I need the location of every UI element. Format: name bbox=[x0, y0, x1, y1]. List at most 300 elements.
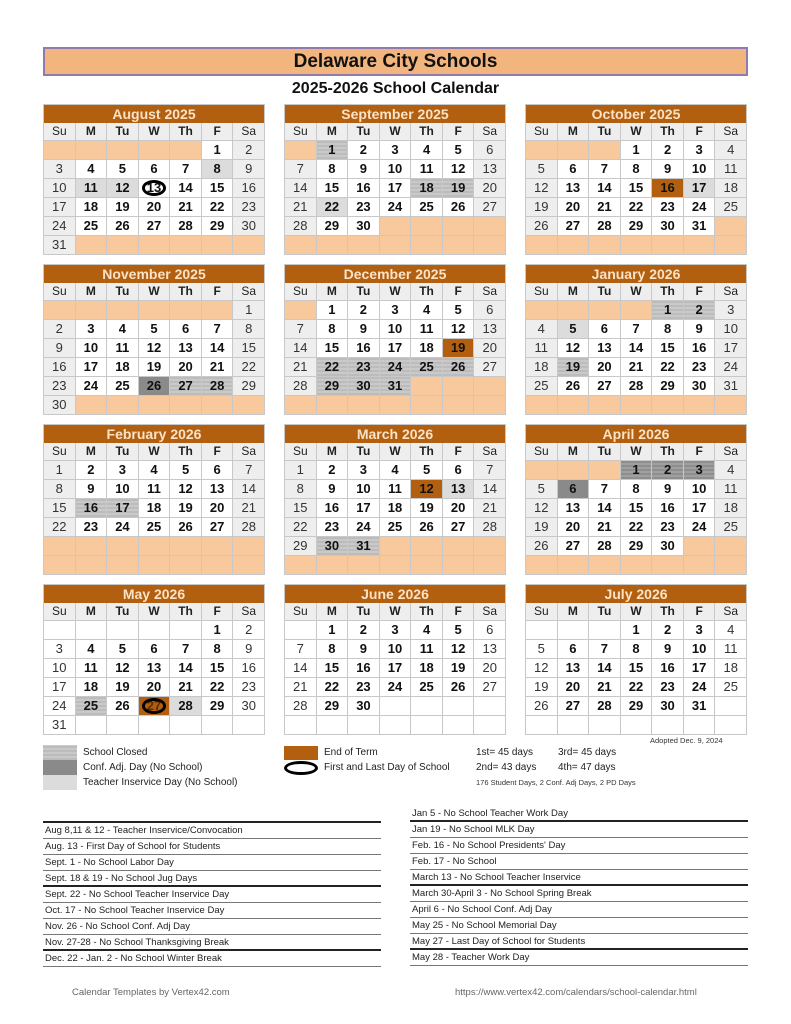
day-cell: 2 bbox=[684, 301, 715, 319]
day-cell: 5 bbox=[526, 160, 557, 178]
day-cell: 15 bbox=[44, 499, 75, 517]
day-name: F bbox=[443, 603, 474, 620]
empty-cell bbox=[202, 537, 233, 555]
day-cell: 3 bbox=[380, 141, 411, 159]
day-cell: 26 bbox=[526, 697, 557, 715]
day-name: Sa bbox=[474, 123, 505, 140]
day-cell: 5 bbox=[443, 621, 474, 639]
event-item: May 25 - No School Memorial Day bbox=[410, 918, 748, 934]
empty-cell bbox=[589, 396, 620, 414]
day-cell: 26 bbox=[139, 377, 170, 395]
empty-cell bbox=[76, 621, 107, 639]
empty-cell bbox=[170, 301, 201, 319]
day-cell: 4 bbox=[107, 320, 138, 338]
stat-q3: 3rd= 45 days bbox=[558, 747, 617, 758]
day-name: M bbox=[76, 603, 107, 620]
day-cell: 31 bbox=[684, 217, 715, 235]
day-cell: 22 bbox=[44, 518, 75, 536]
day-cell: 10 bbox=[348, 480, 379, 498]
day-cell: 21 bbox=[202, 358, 233, 376]
empty-cell bbox=[443, 556, 474, 574]
day-cell: 16 bbox=[348, 339, 379, 357]
day-name: F bbox=[684, 123, 715, 140]
day-cell: 19 bbox=[526, 518, 557, 536]
empty-cell bbox=[170, 556, 201, 574]
conf-adj-swatch bbox=[43, 760, 77, 775]
day-cell: 6 bbox=[202, 461, 233, 479]
day-cell: 19 bbox=[107, 198, 138, 216]
day-cell: 6 bbox=[474, 621, 505, 639]
day-cell: 20 bbox=[139, 678, 170, 696]
day-cell: 13 bbox=[558, 179, 589, 197]
day-cell: 31 bbox=[380, 377, 411, 395]
day-cell: 7 bbox=[202, 320, 233, 338]
day-name: Su bbox=[44, 443, 75, 460]
day-cell: 21 bbox=[285, 678, 316, 696]
day-cell: 15 bbox=[317, 179, 348, 197]
day-cell: 30 bbox=[233, 697, 264, 715]
day-cell: 29 bbox=[285, 537, 316, 555]
empty-cell bbox=[107, 141, 138, 159]
month-10 bbox=[284, 584, 506, 735]
day-cell: 21 bbox=[621, 358, 652, 376]
day-cell: 2 bbox=[44, 320, 75, 338]
day-cell: 23 bbox=[652, 198, 683, 216]
day-cell: 23 bbox=[233, 198, 264, 216]
day-cell: 28 bbox=[474, 518, 505, 536]
day-name: Tu bbox=[107, 603, 138, 620]
day-cell: 4 bbox=[411, 621, 442, 639]
empty-cell bbox=[443, 236, 474, 254]
day-cell: 10 bbox=[44, 179, 75, 197]
day-cell: 24 bbox=[684, 678, 715, 696]
day-cell: 26 bbox=[107, 217, 138, 235]
events-left bbox=[43, 821, 381, 967]
empty-cell bbox=[474, 217, 505, 235]
empty-cell bbox=[380, 217, 411, 235]
day-cell: 26 bbox=[526, 217, 557, 235]
day-cell: 23 bbox=[348, 358, 379, 376]
empty-cell bbox=[380, 697, 411, 715]
day-cell: 15 bbox=[621, 659, 652, 677]
day-cell: 26 bbox=[526, 537, 557, 555]
empty-cell bbox=[652, 396, 683, 414]
month-title: May 2026 bbox=[44, 585, 264, 603]
day-name: Sa bbox=[474, 603, 505, 620]
event-item: Nov. 26 - No School Conf. Adj Day bbox=[43, 919, 381, 935]
day-cell: 19 bbox=[526, 198, 557, 216]
empty-cell bbox=[526, 236, 557, 254]
month-7 bbox=[284, 424, 506, 575]
day-cell: 16 bbox=[652, 659, 683, 677]
day-cell: 1 bbox=[652, 301, 683, 319]
day-cell: 3 bbox=[44, 640, 75, 658]
day-cell: 18 bbox=[411, 659, 442, 677]
month-9 bbox=[43, 584, 265, 735]
month-6 bbox=[43, 424, 265, 575]
day-cell: 30 bbox=[348, 377, 379, 395]
day-cell: 27 bbox=[589, 377, 620, 395]
empty-cell bbox=[170, 141, 201, 159]
day-name: Tu bbox=[348, 603, 379, 620]
day-name: Th bbox=[411, 443, 442, 460]
day-cell: 15 bbox=[285, 499, 316, 517]
day-cell: 12 bbox=[526, 179, 557, 197]
empty-cell bbox=[411, 236, 442, 254]
day-cell: 11 bbox=[411, 320, 442, 338]
day-name: Th bbox=[652, 123, 683, 140]
day-cell: 7 bbox=[589, 640, 620, 658]
day-name: Su bbox=[285, 603, 316, 620]
event-item: April 6 - No School Conf. Adj Day bbox=[410, 902, 748, 918]
empty-cell bbox=[233, 396, 264, 414]
day-cell: 18 bbox=[139, 499, 170, 517]
day-name: Su bbox=[526, 283, 557, 300]
empty-cell bbox=[76, 236, 107, 254]
day-cell: 29 bbox=[233, 377, 264, 395]
day-cell: 2 bbox=[348, 141, 379, 159]
day-cell: 8 bbox=[44, 480, 75, 498]
empty-cell bbox=[170, 236, 201, 254]
day-cell: 18 bbox=[107, 358, 138, 376]
day-cell: 27 bbox=[170, 377, 201, 395]
day-cell: 20 bbox=[589, 358, 620, 376]
day-cell: 9 bbox=[348, 160, 379, 178]
day-name: Th bbox=[170, 603, 201, 620]
school-closed-swatch bbox=[43, 745, 77, 760]
event-item: Feb. 17 - No School bbox=[410, 854, 748, 870]
day-cell: 28 bbox=[233, 518, 264, 536]
day-cell: 14 bbox=[474, 480, 505, 498]
month-2 bbox=[525, 104, 747, 255]
day-cell: 25 bbox=[139, 518, 170, 536]
footer-url[interactable]: https://www.vertex42.com/calendars/school-calendar.html bbox=[455, 987, 697, 998]
day-cell: 27 bbox=[558, 697, 589, 715]
day-name: F bbox=[684, 603, 715, 620]
empty-cell bbox=[715, 217, 746, 235]
empty-cell bbox=[474, 377, 505, 395]
day-cell: 17 bbox=[380, 179, 411, 197]
day-cell: 7 bbox=[589, 160, 620, 178]
day-cell: 31 bbox=[684, 697, 715, 715]
day-cell: 31 bbox=[44, 716, 75, 734]
day-cell: 3 bbox=[684, 141, 715, 159]
quarter-stats bbox=[476, 745, 640, 790]
empty-cell bbox=[715, 697, 746, 715]
day-cell: 24 bbox=[348, 518, 379, 536]
empty-cell bbox=[44, 537, 75, 555]
day-cell: 7 bbox=[589, 480, 620, 498]
day-name: Sa bbox=[474, 283, 505, 300]
month-title: July 2026 bbox=[526, 585, 746, 603]
day-cell: 18 bbox=[76, 198, 107, 216]
empty-cell bbox=[139, 537, 170, 555]
day-cell: 12 bbox=[170, 480, 201, 498]
day-cell: 6 bbox=[443, 461, 474, 479]
day-cell: 20 bbox=[443, 499, 474, 517]
legend-inservice: Teacher Inservice Day (No School) bbox=[83, 777, 238, 788]
empty-cell bbox=[443, 396, 474, 414]
month-title: March 2026 bbox=[285, 425, 505, 443]
day-cell: 12 bbox=[526, 499, 557, 517]
day-name: Su bbox=[44, 283, 75, 300]
day-name: W bbox=[621, 443, 652, 460]
empty-cell bbox=[526, 556, 557, 574]
empty-cell bbox=[44, 301, 75, 319]
day-cell: 4 bbox=[411, 141, 442, 159]
day-cell: 6 bbox=[170, 320, 201, 338]
day-cell: 9 bbox=[233, 640, 264, 658]
event-item: March 30-April 3 - No School Spring Break bbox=[410, 886, 748, 902]
month-title: November 2025 bbox=[44, 265, 264, 283]
day-cell: 25 bbox=[411, 678, 442, 696]
day-cell: 1 bbox=[202, 141, 233, 159]
day-cell: 14 bbox=[589, 179, 620, 197]
day-cell: 11 bbox=[526, 339, 557, 357]
empty-cell bbox=[317, 716, 348, 734]
empty-cell bbox=[170, 621, 201, 639]
day-name: W bbox=[621, 123, 652, 140]
day-name: Th bbox=[652, 443, 683, 460]
day-cell: 31 bbox=[348, 537, 379, 555]
day-cell: 23 bbox=[348, 198, 379, 216]
empty-cell bbox=[380, 556, 411, 574]
day-name: Sa bbox=[715, 603, 746, 620]
day-cell: 12 bbox=[526, 659, 557, 677]
day-cell: 1 bbox=[44, 461, 75, 479]
day-cell: 10 bbox=[44, 659, 75, 677]
empty-cell bbox=[202, 716, 233, 734]
day-name: Sa bbox=[474, 443, 505, 460]
day-cell: 15 bbox=[652, 339, 683, 357]
day-name: Tu bbox=[589, 603, 620, 620]
empty-cell bbox=[684, 537, 715, 555]
empty-cell bbox=[411, 537, 442, 555]
day-cell: 21 bbox=[285, 198, 316, 216]
day-cell: 14 bbox=[202, 339, 233, 357]
day-name: Tu bbox=[589, 283, 620, 300]
day-name: Tu bbox=[348, 123, 379, 140]
event-item: May 28 - Teacher Work Day bbox=[410, 950, 748, 966]
day-cell: 22 bbox=[285, 518, 316, 536]
day-cell: 28 bbox=[589, 697, 620, 715]
day-cell: 4 bbox=[139, 461, 170, 479]
day-cell: 17 bbox=[76, 358, 107, 376]
day-name: F bbox=[443, 443, 474, 460]
day-cell: 28 bbox=[589, 537, 620, 555]
day-cell: 12 bbox=[107, 179, 138, 197]
day-cell: 8 bbox=[621, 160, 652, 178]
day-cell: 11 bbox=[411, 160, 442, 178]
day-cell: 10 bbox=[107, 480, 138, 498]
empty-cell bbox=[233, 716, 264, 734]
empty-cell bbox=[76, 396, 107, 414]
day-name: Th bbox=[170, 123, 201, 140]
day-cell: 16 bbox=[348, 179, 379, 197]
day-name: Tu bbox=[107, 283, 138, 300]
empty-cell bbox=[443, 716, 474, 734]
day-cell: 18 bbox=[76, 678, 107, 696]
day-cell: 4 bbox=[76, 160, 107, 178]
day-cell: 2 bbox=[233, 621, 264, 639]
day-name: M bbox=[76, 443, 107, 460]
day-cell: 8 bbox=[285, 480, 316, 498]
day-cell: 10 bbox=[380, 320, 411, 338]
day-cell: 6 bbox=[139, 160, 170, 178]
day-name: Tu bbox=[107, 123, 138, 140]
day-cell: 21 bbox=[589, 518, 620, 536]
empty-cell bbox=[285, 141, 316, 159]
day-cell: 14 bbox=[589, 659, 620, 677]
day-cell: 20 bbox=[170, 358, 201, 376]
day-cell: 26 bbox=[411, 518, 442, 536]
day-name: Sa bbox=[233, 603, 264, 620]
day-cell: 13 bbox=[474, 640, 505, 658]
month-title: August 2025 bbox=[44, 105, 264, 123]
day-name: M bbox=[76, 283, 107, 300]
day-cell: 24 bbox=[44, 697, 75, 715]
day-cell: 8 bbox=[202, 640, 233, 658]
day-cell: 8 bbox=[317, 320, 348, 338]
day-cell: 20 bbox=[202, 499, 233, 517]
day-name: Sa bbox=[715, 283, 746, 300]
day-cell: 5 bbox=[558, 320, 589, 338]
empty-cell bbox=[474, 537, 505, 555]
day-cell: 9 bbox=[317, 480, 348, 498]
empty-cell bbox=[526, 461, 557, 479]
empty-cell bbox=[317, 556, 348, 574]
day-name: Sa bbox=[233, 283, 264, 300]
day-cell: 22 bbox=[652, 358, 683, 376]
day-cell: 11 bbox=[715, 160, 746, 178]
empty-cell bbox=[285, 716, 316, 734]
empty-cell bbox=[380, 236, 411, 254]
empty-cell bbox=[558, 556, 589, 574]
day-cell: 30 bbox=[652, 697, 683, 715]
empty-cell bbox=[443, 217, 474, 235]
footer-credit: Calendar Templates by Vertex42.com bbox=[72, 987, 230, 998]
day-name: W bbox=[139, 123, 170, 140]
day-cell: 27 bbox=[139, 217, 170, 235]
day-cell: 3 bbox=[684, 621, 715, 639]
empty-cell bbox=[170, 396, 201, 414]
day-cell: 22 bbox=[233, 358, 264, 376]
day-cell: 12 bbox=[443, 320, 474, 338]
legend-end-of-term: End of Term bbox=[324, 747, 378, 758]
day-cell: 22 bbox=[621, 198, 652, 216]
empty-cell bbox=[621, 396, 652, 414]
day-cell: 10 bbox=[684, 640, 715, 658]
day-cell: 20 bbox=[474, 179, 505, 197]
day-cell: 10 bbox=[684, 480, 715, 498]
day-cell: 25 bbox=[715, 678, 746, 696]
day-cell: 11 bbox=[139, 480, 170, 498]
empty-cell bbox=[139, 236, 170, 254]
day-cell: 20 bbox=[558, 198, 589, 216]
empty-cell bbox=[558, 236, 589, 254]
day-cell: 17 bbox=[44, 678, 75, 696]
day-cell: 3 bbox=[107, 461, 138, 479]
event-item: May 27 - Last Day of School for Students bbox=[410, 934, 748, 950]
day-cell: 16 bbox=[233, 179, 264, 197]
day-cell: 23 bbox=[348, 678, 379, 696]
event-item: March 13 - No School Teacher Inservice bbox=[410, 870, 748, 886]
day-cell: 17 bbox=[380, 339, 411, 357]
day-cell: 2 bbox=[76, 461, 107, 479]
empty-cell bbox=[44, 621, 75, 639]
empty-cell bbox=[411, 217, 442, 235]
event-item: Sept. 1 - No School Labor Day bbox=[43, 855, 381, 871]
day-cell: 3 bbox=[715, 301, 746, 319]
day-cell: 22 bbox=[317, 678, 348, 696]
stat-q2: 2nd= 43 days bbox=[476, 762, 537, 773]
day-cell: 28 bbox=[589, 217, 620, 235]
stat-q4: 4th= 47 days bbox=[558, 762, 616, 773]
month-title: April 2026 bbox=[526, 425, 746, 443]
day-name: W bbox=[380, 443, 411, 460]
day-cell: 11 bbox=[76, 179, 107, 197]
month-title: September 2025 bbox=[285, 105, 505, 123]
empty-cell bbox=[107, 537, 138, 555]
day-cell: 24 bbox=[715, 358, 746, 376]
event-item: Aug. 13 - First Day of School for Students bbox=[43, 839, 381, 855]
day-cell: 10 bbox=[380, 160, 411, 178]
empty-cell bbox=[589, 236, 620, 254]
day-cell: 28 bbox=[202, 377, 233, 395]
day-name: Su bbox=[526, 443, 557, 460]
day-cell: 18 bbox=[380, 499, 411, 517]
event-item: Jan 19 - No School MLK Day bbox=[410, 822, 748, 838]
empty-cell bbox=[233, 236, 264, 254]
day-cell: 2 bbox=[348, 621, 379, 639]
day-cell: 9 bbox=[684, 320, 715, 338]
empty-cell bbox=[411, 697, 442, 715]
day-cell: 17 bbox=[684, 499, 715, 517]
day-cell: 12 bbox=[411, 480, 442, 498]
empty-cell bbox=[202, 301, 233, 319]
day-cell: 11 bbox=[380, 480, 411, 498]
month-3 bbox=[43, 264, 265, 415]
day-cell: 27 bbox=[474, 198, 505, 216]
day-cell: 5 bbox=[443, 301, 474, 319]
empty-cell bbox=[285, 396, 316, 414]
day-cell: 21 bbox=[589, 198, 620, 216]
inservice-swatch bbox=[43, 775, 77, 790]
day-name: W bbox=[621, 603, 652, 620]
day-cell: 28 bbox=[621, 377, 652, 395]
day-cell: 19 bbox=[411, 499, 442, 517]
day-cell: 16 bbox=[317, 499, 348, 517]
day-name: F bbox=[202, 123, 233, 140]
day-cell: 3 bbox=[684, 461, 715, 479]
empty-cell bbox=[139, 716, 170, 734]
day-cell: 26 bbox=[107, 697, 138, 715]
empty-cell bbox=[317, 236, 348, 254]
day-name: Su bbox=[44, 603, 75, 620]
empty-cell bbox=[474, 556, 505, 574]
day-cell: 28 bbox=[285, 217, 316, 235]
empty-cell bbox=[474, 697, 505, 715]
day-name: W bbox=[380, 123, 411, 140]
day-cell: 12 bbox=[107, 659, 138, 677]
day-name: Th bbox=[652, 603, 683, 620]
day-cell: 30 bbox=[652, 217, 683, 235]
day-cell: 16 bbox=[76, 499, 107, 517]
day-name: F bbox=[684, 443, 715, 460]
day-cell: 1 bbox=[317, 621, 348, 639]
month-title: June 2026 bbox=[285, 585, 505, 603]
day-cell: 25 bbox=[411, 358, 442, 376]
